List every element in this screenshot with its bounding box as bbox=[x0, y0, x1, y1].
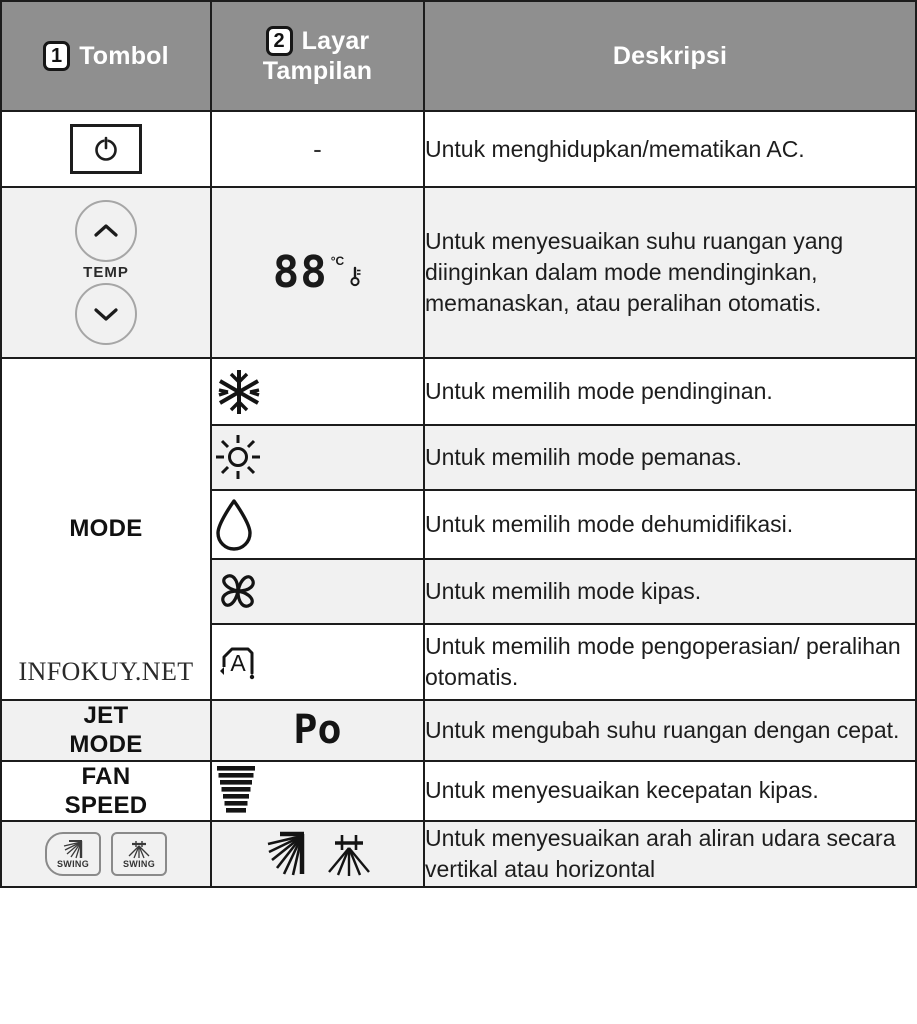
jet-mode-label-line2: MODE bbox=[69, 731, 143, 759]
cell-description-cool: Untuk memilih mode pendinginan. bbox=[424, 358, 916, 425]
header-cell-layar-tampilan bbox=[211, 1, 424, 111]
mode-label: MODE bbox=[69, 515, 143, 543]
watermark: INFOKUY.NET bbox=[18, 657, 194, 686]
table-row-fan-speed bbox=[1, 761, 916, 822]
chevron-up-icon bbox=[91, 222, 121, 240]
header-label-deskripsi: Deskripsi bbox=[612, 41, 728, 70]
power-button[interactable] bbox=[70, 124, 142, 174]
cell-description-power: Untuk menghidupkan/mematikan AC. bbox=[424, 111, 916, 187]
fan-speed-label-line2: SPEED bbox=[64, 791, 148, 819]
cell-display-auto bbox=[211, 624, 424, 700]
cell-button-fan-speed[interactable] bbox=[1, 761, 211, 822]
swing-vertical-button[interactable] bbox=[45, 832, 101, 876]
cell-description-jet-mode: Untuk mengubah suhu ruangan dengan cepat. bbox=[424, 700, 916, 761]
cell-display-jet-mode bbox=[211, 700, 424, 761]
cell-description-fan-speed: Untuk menyesuaikan kecepatan kipas. bbox=[424, 761, 916, 822]
temp-label: TEMP bbox=[83, 264, 129, 281]
cell-description-swing: Untuk menyesuaikan arah aliran udara secara vertikal atau horizontal bbox=[424, 821, 916, 887]
chevron-down-icon bbox=[91, 305, 121, 323]
cell-display-swing bbox=[211, 821, 424, 887]
header-cell-deskripsi bbox=[424, 1, 916, 111]
swing-horizontal-label: SWING bbox=[123, 859, 155, 870]
cell-button-swing bbox=[1, 821, 211, 887]
display-po: Po bbox=[293, 707, 342, 754]
water-drop-icon bbox=[212, 496, 423, 552]
cell-button-mode[interactable] bbox=[1, 358, 211, 700]
table-header-row bbox=[1, 1, 916, 111]
display-unit-celsius: °C bbox=[330, 253, 345, 268]
cell-description-heat: Untuk memilih mode pemanas. bbox=[424, 425, 916, 490]
swing-horizontal-button-icon bbox=[125, 839, 153, 859]
cell-description-fanmode: Untuk memilih mode kipas. bbox=[424, 559, 916, 624]
fan-speed-bars-icon bbox=[212, 762, 423, 820]
table-row-mode-cool bbox=[1, 358, 916, 425]
table-row-temp bbox=[1, 187, 916, 358]
badge-1: 1 bbox=[43, 41, 70, 71]
cell-button-temp bbox=[1, 187, 211, 358]
display-temperature-digits: 88 bbox=[272, 246, 328, 298]
cell-button-jet-mode[interactable] bbox=[1, 700, 211, 761]
cell-display-heat bbox=[211, 425, 424, 490]
table-row-swing bbox=[1, 821, 916, 887]
cell-button-power bbox=[1, 111, 211, 187]
swing-vertical-icon bbox=[262, 830, 312, 878]
display-dash: - bbox=[313, 133, 322, 164]
auto-a-icon bbox=[212, 637, 423, 687]
power-icon bbox=[91, 134, 121, 164]
cell-display-temp bbox=[211, 187, 424, 358]
thermometer-icon bbox=[348, 265, 362, 287]
swing-vertical-button-icon bbox=[59, 839, 87, 859]
cell-display-dry bbox=[211, 490, 424, 559]
sun-icon bbox=[212, 431, 423, 483]
jet-mode-label-line1: JET bbox=[83, 702, 129, 729]
fan-icon bbox=[212, 565, 423, 617]
header-label-tampilan: Tampilan bbox=[262, 57, 373, 86]
cell-display-power bbox=[211, 111, 424, 187]
cell-description-dry: Untuk memilih mode dehumidifikasi. bbox=[424, 490, 916, 559]
fan-speed-label-line1: FAN bbox=[81, 762, 131, 790]
svg-text:A: A bbox=[230, 649, 246, 676]
swing-horizontal-icon bbox=[324, 830, 374, 878]
badge-2: 2 bbox=[266, 26, 293, 56]
header-label-layar: Layar bbox=[301, 26, 370, 55]
cell-description-auto: Untuk memilih mode pengoperasian/ peralihan otomatis. bbox=[424, 624, 916, 700]
cell-display-fanmode bbox=[211, 559, 424, 624]
table-row-jet-mode bbox=[1, 700, 916, 761]
cell-display-fan-speed bbox=[211, 761, 424, 822]
cell-description-temp: Untuk menyesuaikan suhu ruangan yang diinginkan dalam mode mendinginkan, memanaskan, atau peralihan otomatis. bbox=[424, 187, 916, 358]
cell-display-cool bbox=[211, 358, 424, 425]
table-row-power bbox=[1, 111, 916, 187]
header-label-tombol: Tombol bbox=[79, 41, 169, 70]
header-cell-tombol bbox=[1, 1, 211, 111]
temp-up-button[interactable] bbox=[75, 200, 137, 262]
snowflake-icon bbox=[212, 365, 423, 419]
temp-down-button[interactable] bbox=[75, 283, 137, 345]
swing-horizontal-button[interactable] bbox=[111, 832, 167, 876]
swing-vertical-label: SWING bbox=[57, 859, 89, 870]
